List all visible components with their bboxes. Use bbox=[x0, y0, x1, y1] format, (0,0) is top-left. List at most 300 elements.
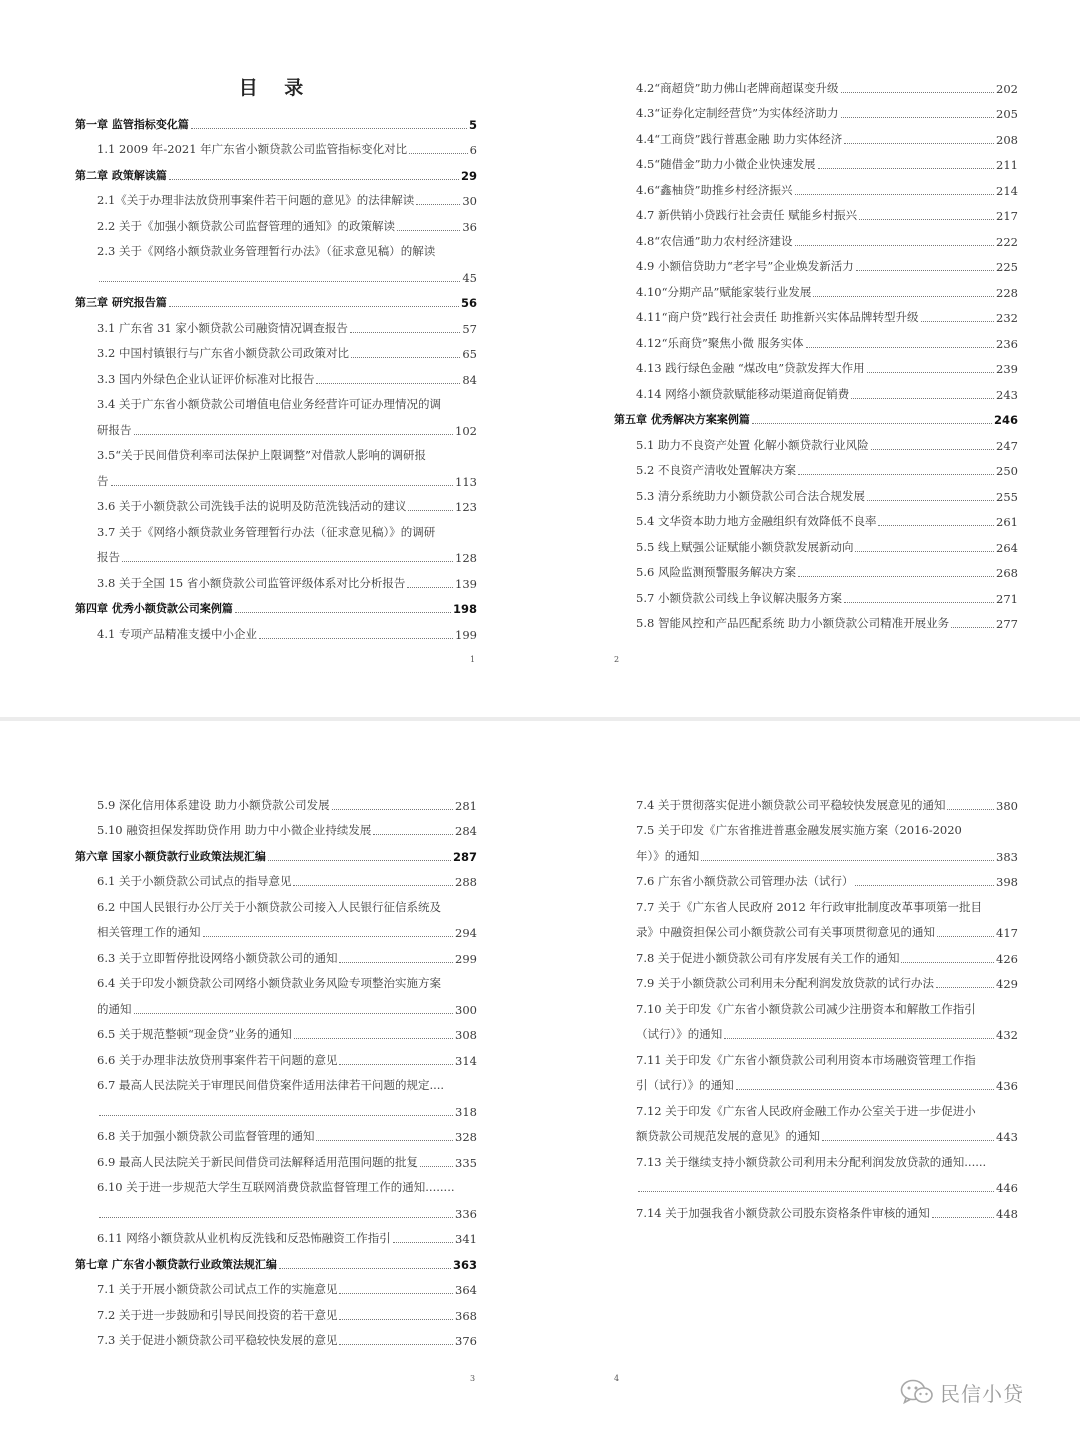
page-ref: 376 bbox=[455, 1334, 477, 1348]
dot-leader bbox=[416, 204, 460, 205]
toc-entry-row bbox=[75, 616, 477, 642]
page-ref: 363 bbox=[452, 1257, 477, 1272]
toc-entry-row bbox=[636, 940, 1018, 966]
toc-entry-row bbox=[75, 234, 477, 260]
entry-title: 5.1 助力不良资产处置 化解小额贷款行业风险 bbox=[636, 437, 869, 452]
entry-title: 5.9 深化信用体系建设 助力小额贷款公司发展 bbox=[97, 797, 330, 812]
page-ref: 246 bbox=[993, 413, 1018, 427]
page-ref: 429 bbox=[996, 977, 1018, 991]
page-ref: 139 bbox=[455, 576, 477, 591]
entry-title: 研报告 bbox=[97, 422, 132, 437]
toc-entry-row bbox=[614, 351, 1018, 377]
page-ref: 199 bbox=[455, 627, 477, 642]
dot-leader bbox=[339, 1293, 453, 1294]
dot-leader bbox=[871, 449, 994, 450]
dot-leader bbox=[339, 1319, 453, 1320]
toc-entry-row bbox=[75, 1195, 477, 1221]
page-ref: 261 bbox=[996, 515, 1018, 529]
page-ref: 268 bbox=[996, 566, 1018, 580]
entry-title: 7.2 关于进一步鼓励和引导民间投资的若干意见 bbox=[97, 1307, 338, 1322]
toc-entry-row bbox=[75, 1042, 477, 1068]
watermark-text: 民信小贷 bbox=[940, 1381, 1024, 1406]
dot-leader bbox=[798, 474, 994, 475]
dot-leader bbox=[752, 423, 992, 424]
toc-entry-row bbox=[614, 96, 1018, 122]
dot-leader bbox=[169, 179, 459, 180]
toc-chapter-row bbox=[75, 285, 477, 311]
toc-entry-row bbox=[75, 132, 477, 158]
toc-entry-row bbox=[75, 1093, 477, 1119]
page-ref: 398 bbox=[996, 875, 1018, 889]
chapter-title: 第一章 监管指标变化篇 bbox=[75, 117, 189, 131]
toc-entry-row bbox=[614, 223, 1018, 249]
page-ref: 328 bbox=[455, 1130, 477, 1144]
page-ref: 30 bbox=[462, 194, 477, 208]
entry-title: 7.4 关于贯彻落实促进小额贷款公司平稳较快发展意见的通知 bbox=[636, 797, 946, 812]
toc-entry-row bbox=[636, 864, 1018, 890]
dot-leader bbox=[701, 860, 994, 861]
entry-title: 告 bbox=[97, 473, 109, 488]
page-ref: 436 bbox=[996, 1079, 1018, 1093]
toc-entry-row bbox=[75, 310, 477, 336]
page-ref: 308 bbox=[455, 1028, 477, 1042]
entry-title: 7.1 关于开展小额贷款公司试点工作的实施意见 bbox=[97, 1282, 338, 1296]
toc-entry-row bbox=[636, 966, 1018, 992]
page-ref: 281 bbox=[455, 798, 477, 813]
entry-title: 年）》的通知 bbox=[636, 848, 700, 863]
toc-entry-row bbox=[636, 991, 1018, 1017]
toc-entry-row bbox=[75, 489, 477, 515]
dot-leader bbox=[332, 809, 453, 810]
dot-leader bbox=[724, 1038, 994, 1039]
dot-leader bbox=[397, 230, 460, 231]
page-ref: 294 bbox=[455, 926, 477, 940]
wechat-icon bbox=[900, 1379, 934, 1405]
toc-entry-row bbox=[75, 183, 477, 209]
entry-title: 6.5 关于规范整顿“现金贷”业务的通知 bbox=[97, 1027, 292, 1041]
page-number: 3 bbox=[470, 1374, 476, 1383]
dot-leader bbox=[235, 612, 451, 613]
entry-title: 4.10“分期产品”赋能家装行业发展 bbox=[636, 284, 812, 299]
page-ref: 448 bbox=[996, 1206, 1018, 1221]
dot-leader bbox=[279, 1268, 451, 1269]
entry-title: 引（试行）》的通知 bbox=[636, 1078, 734, 1092]
toc-entry-row bbox=[75, 1068, 477, 1094]
toc-entry-row bbox=[75, 565, 477, 591]
entry-title: 4.12“乐商贷”聚焦小微 服务实体 bbox=[636, 335, 804, 350]
toc-chapter-row bbox=[75, 591, 477, 617]
dot-leader bbox=[859, 219, 994, 220]
entry-title: 3.7 关于《网络小额贷款业务管理暂行办法（征求意见稿）》的调研 bbox=[97, 524, 436, 539]
dot-leader bbox=[921, 321, 995, 322]
dot-leader bbox=[339, 962, 453, 963]
toc-entry-row bbox=[75, 889, 477, 915]
chapter-title: 第七章 广东省小额贷款行业政策法规汇编 bbox=[75, 1257, 277, 1271]
toc-entry-row bbox=[75, 336, 477, 362]
entry-title: 4.7 新供销小贷践行社会责任 赋能乡村振兴 bbox=[636, 208, 858, 222]
entry-title: 相关管理工作的通知 bbox=[97, 925, 201, 939]
toc-entry-row bbox=[75, 1272, 477, 1298]
toc-entry-row bbox=[636, 1093, 1018, 1119]
entry-title: 5.2 不良资产清收处置解决方案 bbox=[636, 463, 796, 477]
page-ref: 198 bbox=[452, 602, 477, 616]
toc-page-1 bbox=[75, 70, 477, 642]
entry-title: 7.8 关于促进小额贷款公司有序发展有关工作的通知 bbox=[636, 950, 900, 965]
toc-entry-row bbox=[75, 1170, 477, 1196]
toc-entry-row bbox=[75, 991, 477, 1017]
page-ref: 211 bbox=[996, 158, 1018, 172]
toc-list bbox=[636, 787, 1018, 1221]
entry-title: 6.9 最高人民法院关于新民间借贷司法解释适用范围问题的批复 bbox=[97, 1154, 418, 1169]
entry-title: 4.4“工商贷”践行普惠金融 助力实体经济 bbox=[636, 131, 843, 146]
dot-leader bbox=[851, 398, 994, 399]
dot-leader bbox=[878, 525, 994, 526]
entry-title: 4.2“商超贷”助力佛山老牌商超谋变升级 bbox=[636, 80, 839, 95]
dot-leader bbox=[813, 296, 994, 297]
page-ref: 236 bbox=[996, 336, 1018, 351]
toc-entry-row bbox=[614, 504, 1018, 530]
toc-entry-row bbox=[614, 478, 1018, 504]
toc-entry-row bbox=[75, 361, 477, 387]
toc-entry-row bbox=[614, 249, 1018, 275]
dot-leader bbox=[350, 332, 460, 333]
watermark bbox=[900, 1376, 1024, 1408]
toc-chapter-row bbox=[614, 402, 1018, 428]
page-ref: 255 bbox=[996, 489, 1018, 504]
entry-title: 7.7 关于《广东省人民政府 2012 年行政审批制度改革事项第一批目 bbox=[636, 899, 983, 914]
toc-entry-row bbox=[614, 300, 1018, 326]
page-ref: 284 bbox=[455, 824, 477, 838]
dot-leader bbox=[855, 885, 994, 886]
entry-title: 5.4 文华资本助力地方金融组织有效降低不良率 bbox=[636, 514, 877, 528]
entry-title: 3.2 中国村镇银行与广东省小额贷款公司政策对比 bbox=[97, 346, 349, 360]
toc-entry-row bbox=[75, 787, 477, 813]
dot-leader bbox=[111, 485, 454, 486]
entry-title: 3.1 广东省 31 家小额贷款公司融资情况调查报告 bbox=[97, 320, 348, 335]
toc-entry-row bbox=[636, 1042, 1018, 1068]
toc-entry-row bbox=[75, 387, 477, 413]
page-ref: 271 bbox=[996, 591, 1018, 606]
toc-entry-row bbox=[614, 376, 1018, 402]
page-ref: 222 bbox=[996, 234, 1018, 249]
chapter-title: 第三章 研究报告篇 bbox=[75, 296, 167, 309]
toc-entry-row bbox=[636, 1195, 1018, 1221]
toc-chapter-row bbox=[75, 157, 477, 183]
toc-entry-row bbox=[636, 1144, 1018, 1170]
dot-leader bbox=[932, 1217, 994, 1218]
toc-entry-row bbox=[75, 966, 477, 992]
entry-title: 7.10 关于印发《广东省小额贷款公司减少注册资本和解散工作指引 bbox=[636, 1001, 976, 1016]
toc-entry-row bbox=[75, 463, 477, 489]
toc-entry-row bbox=[636, 1119, 1018, 1145]
entry-title: 5.5 线上赋强公证赋能小额贷款发展新动向 bbox=[636, 539, 854, 554]
entry-title: 4.11“商户贷”践行社会责任 助推新兴实体品牌转型升级 bbox=[636, 310, 919, 324]
page-ref: 102 bbox=[455, 423, 477, 438]
toc-entry-row bbox=[75, 514, 477, 540]
entry-title: 2.2 关于《加强小额贷款公司监督管理的通知》的政策解读 bbox=[97, 218, 395, 233]
dot-leader bbox=[798, 576, 994, 577]
entry-title: 3.4 关于广东省小额贷款公司增值电信业务经营许可证办理情况的调 bbox=[97, 397, 441, 411]
dot-leader bbox=[795, 194, 995, 195]
toc-entry-row bbox=[614, 121, 1018, 147]
entry-title: 4.5“随借金”助力小微企业快速发展 bbox=[636, 157, 816, 171]
dot-leader bbox=[373, 834, 453, 835]
dot-leader bbox=[841, 92, 995, 93]
dot-leader bbox=[844, 143, 994, 144]
entry-title: 5.7 小额贷款公司线上争议解决服务方案 bbox=[636, 590, 842, 605]
page-ref: 426 bbox=[996, 951, 1018, 966]
dot-leader bbox=[294, 1038, 453, 1039]
toc-page-2 bbox=[614, 70, 1018, 631]
entry-title: 3.6 关于小额贷款公司洗钱手法的说明及防范洗钱活动的建议 bbox=[97, 499, 407, 513]
entry-title: 5.3 清分系统助力小额贷款公司合法合规发展 bbox=[636, 488, 865, 503]
page-ref: 300 bbox=[455, 1002, 477, 1017]
entry-title: 5.6 风险监测预警服务解决方案 bbox=[636, 565, 796, 579]
page-ref: 432 bbox=[996, 1028, 1018, 1042]
entry-title: 的通知 bbox=[97, 1001, 132, 1016]
dot-leader bbox=[99, 281, 460, 282]
toc-entry-row bbox=[614, 274, 1018, 300]
page-ref: 288 bbox=[455, 875, 477, 889]
toc-entry-row bbox=[75, 940, 477, 966]
page-ref: 239 bbox=[996, 362, 1018, 376]
page-ref: 29 bbox=[460, 168, 477, 183]
toc-entry-row bbox=[75, 1144, 477, 1170]
entry-title: （试行）》的通知 bbox=[636, 1027, 723, 1041]
dot-leader bbox=[901, 962, 994, 963]
page-ref: 65 bbox=[462, 347, 477, 361]
page-ref: 225 bbox=[996, 260, 1018, 274]
page-ref: 446 bbox=[996, 1181, 1018, 1195]
page-ref: 128 bbox=[455, 551, 477, 565]
page-ref: 380 bbox=[996, 798, 1018, 813]
toc-entry-row bbox=[614, 529, 1018, 555]
page-ref: 113 bbox=[455, 474, 477, 489]
entry-title: 6.3 关于立即暂停批设网络小额贷款公司的通知 bbox=[97, 950, 338, 965]
dot-leader bbox=[408, 510, 453, 511]
page-ref: 217 bbox=[996, 209, 1018, 223]
page-ref: 250 bbox=[996, 464, 1018, 478]
toc-entry-row bbox=[636, 915, 1018, 941]
toc-entry-row bbox=[636, 1170, 1018, 1196]
toc-entry-row bbox=[75, 813, 477, 839]
page-ref: 341 bbox=[455, 1232, 477, 1246]
dot-leader bbox=[806, 347, 995, 348]
entry-title: 5.10 融资担保发挥助贷作用 助力中小微企业持续发展 bbox=[97, 823, 372, 837]
toc-entry-row bbox=[636, 787, 1018, 813]
entry-title: 7.9 关于小额贷款公司利用未分配利润发放贷款的试行办法 bbox=[636, 976, 934, 990]
chapter-title: 第六章 国家小额贷款行业政策法规汇编 bbox=[75, 849, 266, 863]
entry-title: 4.14 网络小额贷款赋能移动渠道商促销费 bbox=[636, 386, 850, 401]
toc-entry-row bbox=[614, 172, 1018, 198]
entry-title: 6.2 中国人民银行办公厅关于小额贷款公司接入人民银行征信系统及 bbox=[97, 899, 441, 914]
dot-leader bbox=[736, 1089, 994, 1090]
entry-title: 2.3 关于《网络小额贷款业务管理暂行办法》（征求意见稿）的解读 bbox=[97, 244, 436, 258]
dot-leader bbox=[937, 936, 994, 937]
page-number: 4 bbox=[614, 1374, 620, 1383]
dot-leader bbox=[351, 357, 460, 358]
page-ref: 247 bbox=[996, 438, 1018, 453]
toc-entry-row bbox=[75, 1323, 477, 1349]
toc-chapter-row bbox=[75, 106, 477, 132]
toc-entry-row bbox=[75, 1221, 477, 1247]
dot-leader bbox=[947, 809, 994, 810]
page-number: 1 bbox=[470, 655, 476, 664]
dot-leader bbox=[822, 1140, 994, 1141]
toc-entry-row bbox=[75, 412, 477, 438]
toc-entry-row bbox=[636, 1068, 1018, 1094]
dot-leader bbox=[134, 434, 454, 435]
page-ref: 214 bbox=[996, 183, 1018, 198]
page-ref: 277 bbox=[996, 617, 1018, 631]
dot-leader bbox=[844, 602, 994, 603]
page-ref: 208 bbox=[996, 132, 1018, 147]
page-ref: 299 bbox=[455, 951, 477, 966]
page-divider bbox=[0, 717, 1080, 721]
dot-leader bbox=[841, 117, 995, 118]
dot-leader bbox=[856, 270, 994, 271]
dot-leader bbox=[316, 1140, 453, 1141]
entry-title: 7.3 关于促进小额贷款公司平稳较快发展的意见 bbox=[97, 1333, 338, 1347]
dot-leader bbox=[393, 1242, 453, 1243]
dot-leader bbox=[293, 885, 453, 886]
toc-list bbox=[75, 106, 477, 642]
toc-entry-row bbox=[614, 325, 1018, 351]
chapter-title: 第四章 优秀小额贷款公司案例篇 bbox=[75, 602, 233, 615]
toc-entry-row bbox=[636, 1017, 1018, 1043]
entry-title: 3.3 国内外绿色企业认证评价标准对比报告 bbox=[97, 371, 315, 386]
page-ref: 228 bbox=[996, 285, 1018, 300]
toc-chapter-row bbox=[75, 1246, 477, 1272]
entry-title: 6.11 网络小额贷款从业机构反洗钱和反恐怖融资工作指引 bbox=[97, 1231, 391, 1245]
page-ref: 335 bbox=[455, 1155, 477, 1170]
dot-leader bbox=[134, 1013, 454, 1014]
entry-title: 7.6 广东省小额贷款公司管理办法（试行） bbox=[636, 874, 854, 888]
page-ref: 243 bbox=[996, 387, 1018, 402]
page-ref: 417 bbox=[996, 926, 1018, 940]
toc-entry-row bbox=[75, 1119, 477, 1145]
entry-title: 6.1 关于小额贷款公司试点的指导意见 bbox=[97, 874, 292, 888]
toc-entry-row bbox=[614, 453, 1018, 479]
entry-title: 6.6 关于办理非法放贷刑事案件若干问题的意见 bbox=[97, 1052, 338, 1067]
page-ref: 368 bbox=[455, 1308, 477, 1323]
dot-leader bbox=[339, 1344, 453, 1345]
toc-entry-row bbox=[614, 580, 1018, 606]
page-ref: 205 bbox=[996, 107, 1018, 121]
toc-title: 目 录 bbox=[238, 77, 314, 99]
page-ref: 364 bbox=[455, 1283, 477, 1297]
toc-list bbox=[75, 787, 477, 1348]
toc-entry-row bbox=[614, 606, 1018, 632]
page-ref: 56 bbox=[460, 296, 477, 310]
dot-leader bbox=[409, 153, 467, 154]
dot-leader bbox=[867, 500, 994, 501]
toc-entry-row bbox=[75, 540, 477, 566]
page-ref: 45 bbox=[462, 270, 477, 285]
dot-leader bbox=[203, 936, 454, 937]
page-ref: 336 bbox=[455, 1206, 477, 1221]
entry-title: 7.14 关于加强我省小额贷款公司股东资格条件审核的通知 bbox=[636, 1205, 930, 1220]
entry-title: 录》中融资担保公司小额贷款公司有关事项贯彻意见的通知 bbox=[636, 925, 935, 939]
dot-leader bbox=[268, 860, 451, 861]
dot-leader bbox=[99, 1217, 453, 1218]
page-ref: 264 bbox=[996, 540, 1018, 555]
dot-leader bbox=[638, 1191, 994, 1192]
toc-list bbox=[614, 70, 1018, 631]
entry-title: 6.4 关于印发小额贷款公司网络小额贷款业务风险专项整治实施方案 bbox=[97, 976, 441, 990]
toc-entry-row bbox=[614, 147, 1018, 173]
dot-leader bbox=[191, 128, 467, 129]
dot-leader bbox=[936, 987, 994, 988]
toc-entry-row bbox=[636, 838, 1018, 864]
toc-entry-row bbox=[75, 864, 477, 890]
dot-leader bbox=[122, 561, 453, 562]
toc-entry-row bbox=[75, 438, 477, 464]
entry-title: 3.8 关于全国 15 省小额贷款公司监管评级体系对比分析报告 bbox=[97, 575, 406, 590]
chapter-title: 第二章 政策解读篇 bbox=[75, 168, 167, 182]
page-ref: 314 bbox=[455, 1053, 477, 1068]
entry-title: 4.8“农信通”助力农村经济建设 bbox=[636, 233, 793, 248]
page-ref: 383 bbox=[996, 849, 1018, 864]
chapter-title: 第五章 优秀解决方案案例篇 bbox=[614, 413, 750, 426]
page-ref: 6 bbox=[469, 143, 477, 157]
entry-title: 6.8 关于加强小额贷款公司监督管理的通知 bbox=[97, 1129, 315, 1143]
entry-title: 6.10 关于进一步规范大学生互联网消费贷款监督管理工作的通知........ bbox=[97, 1180, 455, 1194]
page-ref: 202 bbox=[996, 81, 1018, 96]
entry-title: 4.1 专项产品精准支援中小企业 bbox=[97, 626, 257, 641]
page-ref: 84 bbox=[462, 372, 477, 387]
dot-leader bbox=[169, 306, 459, 307]
toc-entry-row bbox=[614, 198, 1018, 224]
dot-leader bbox=[420, 1166, 453, 1167]
page-ref: 232 bbox=[996, 311, 1018, 325]
toc-entry-row bbox=[75, 915, 477, 941]
page-ref: 287 bbox=[452, 849, 477, 864]
page-ref: 123 bbox=[455, 500, 477, 514]
page-ref: 57 bbox=[462, 321, 477, 336]
toc-entry-row bbox=[636, 813, 1018, 839]
dot-leader bbox=[99, 1115, 453, 1116]
entry-title: 7.11 关于印发《广东省小额贷款公司利用资本市场融资管理工作指 bbox=[636, 1052, 976, 1067]
page-ref: 318 bbox=[455, 1104, 477, 1119]
page-ref: 5 bbox=[468, 117, 477, 132]
entry-title: 1.1 2009 年-2021 年广东省小额贷款公司监管指标变化对比 bbox=[97, 142, 408, 156]
entry-title: 5.8 智能风控和产品匹配系统 助力小额贷款公司精准开展业务 bbox=[636, 616, 950, 630]
dot-leader bbox=[407, 587, 453, 588]
toc-page-4 bbox=[636, 787, 1018, 1221]
entry-title: 4.6“鑫柚贷”助推乡村经济振兴 bbox=[636, 182, 793, 197]
dot-leader bbox=[867, 372, 994, 373]
dot-leader bbox=[316, 383, 460, 384]
entry-title: 7.12 关于印发《广东省人民政府金融工作办公室关于进一步促进小 bbox=[636, 1103, 976, 1118]
toc-entry-row bbox=[614, 70, 1018, 96]
dot-leader bbox=[951, 627, 994, 628]
toc-entry-row bbox=[75, 1017, 477, 1043]
entry-title: 3.5“关于民间借贷利率司法保护上限调整”对借款人影响的调研报 bbox=[97, 448, 427, 462]
entry-title: 7.13 关于继续支持小额贷款公司利用未分配利润发放贷款的通知...... bbox=[636, 1154, 987, 1169]
entry-title: 4.3“证券化定制经营贷”为实体经济助力 bbox=[636, 106, 839, 120]
dot-leader bbox=[339, 1064, 453, 1065]
dot-leader bbox=[259, 638, 453, 639]
entry-title: 额贷款公司规范发展的意见》的通知 bbox=[636, 1129, 820, 1143]
page-number: 2 bbox=[614, 655, 620, 664]
toc-chapter-row bbox=[75, 838, 477, 864]
toc-entry-row bbox=[636, 889, 1018, 915]
dot-leader bbox=[818, 168, 995, 169]
toc-entry-row bbox=[75, 259, 477, 285]
toc-entry-row bbox=[614, 427, 1018, 453]
entry-title: 4.9 小额信贷助力“老字号”企业焕发新活力 bbox=[636, 259, 854, 273]
